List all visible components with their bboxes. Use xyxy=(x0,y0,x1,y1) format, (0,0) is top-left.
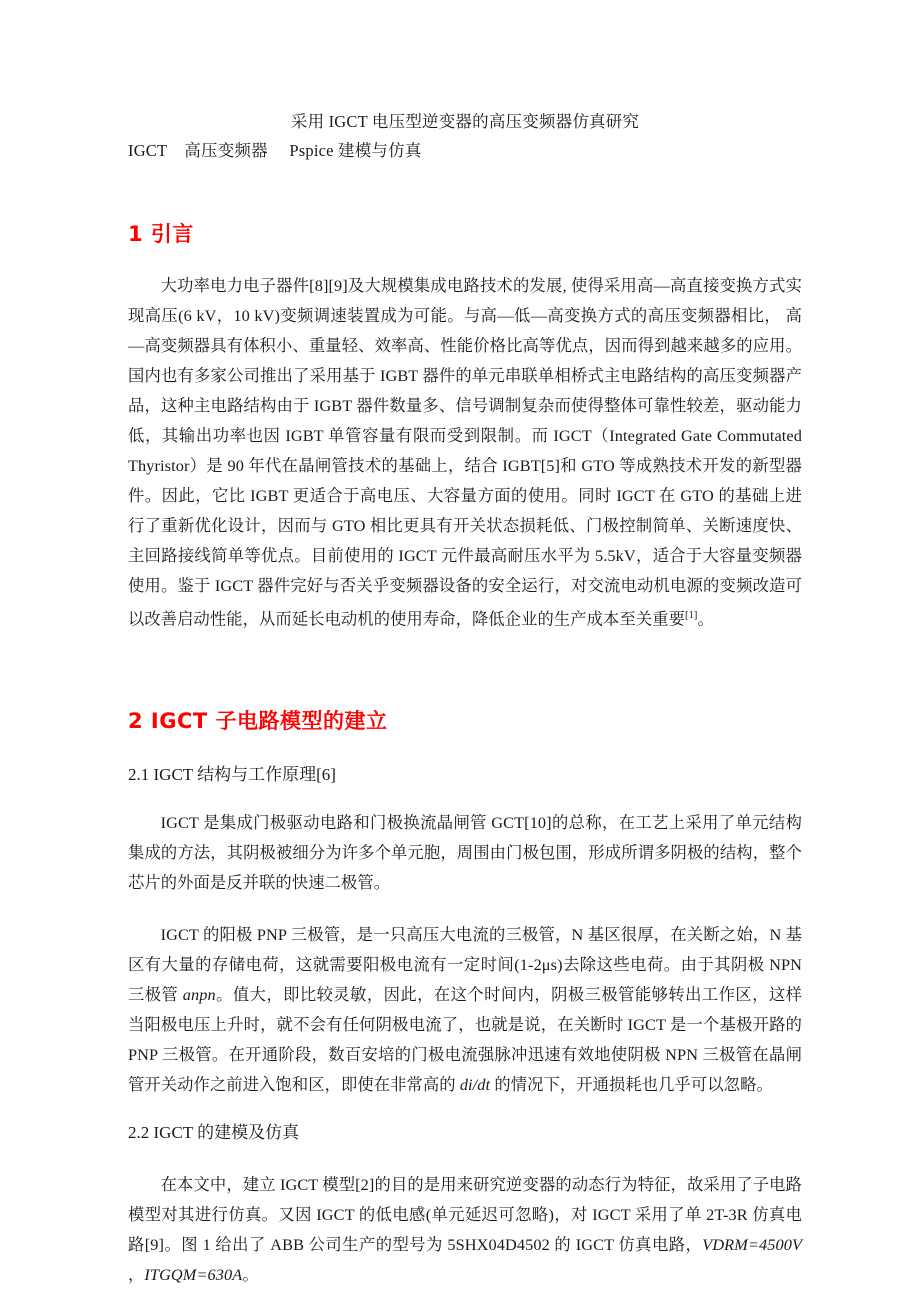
section-heading-1: 1 引言 xyxy=(128,222,194,246)
citation-superscript: [1] xyxy=(684,610,698,621)
subsection-heading-2-2: 2.2 IGCT 的建模及仿真 xyxy=(128,1123,300,1143)
spacer xyxy=(128,788,802,808)
keywords-line: IGCT 高压变频器 Pspice 建模与仿真 xyxy=(128,141,422,160)
spacer xyxy=(128,898,802,920)
paragraph-intro: 大功率电力电子器件[8][9]及大规模集成电路技术的发展, 使得采用高—高直接变换方式实现高压(6 kV，10 kV)变频调速装置成为可能。与高—低—高变换方式的高压变频器相比， 高—高变频器具有体积小、重量轻、效率高、性能价格比高等优点，因而得到越来越多的应用。国内也有多家公司推出了采用基于 IGBT 器件的单元串联单相桥式主电路结构的高压变频器产品，这种主电路结构由于 IGBT 器件数量多、信号调制复杂而使得整体可靠性较差，驱动能力低，其输出功率也因 IGBT 单管容量有限而受到限制。而 IGCT（Integrated Gate Commutated Thyristor）是 90 年代在晶闸管技术的基础上，结合 IGBT[5]和 GTO 等成熟技术开发的新型器件。因此，它比 IGBT 更适合于高电压、大容量方面的使用。同时 IGCT 在 GTO 的基础上进行了重新优化设计，因而与 GTO 相比更具有开关状态损耗低、门极控制简单、关断速度快、主回路接线简单等优点。目前使用的 IGCT 元件最高耐压水平为 5.5kV，适合于大容量变频器使用。鉴于 IGCT 器件完好与否关乎变频器设备的安全运行，对交流电动机电源的变频改造可以改善启动性能，从而延长电动机的使用寿命，降低企业的生产成本至关重要[1]。 xyxy=(128,276,802,629)
page-title: 采用 IGCT 电压型逆变器的高压变频器仿真研究 xyxy=(290,112,640,131)
spacer xyxy=(128,1100,802,1120)
spacer xyxy=(128,249,802,271)
spacer xyxy=(128,736,802,762)
paragraph-modeling-simulation: 在本文中，建立 IGCT 模型[2]的目的是用来研究逆变器的动态行为特征，故采用了子电路模型对其进行仿真。又因 IGCT 的低电感(单元延迟可忽略)，对 IGCT 采用了单 2T-3R 仿真电路[9]。图 1 给出了 ABB 公司生产的型号为 5SHX04D4502 的 IGCT 仿真电路，VDRM=4500V ，ITGQM=630A。 xyxy=(128,1175,802,1285)
italic-term: ITGQM=630A xyxy=(144,1265,243,1285)
section-heading-2: 2 IGCT 子电路模型的建立 xyxy=(128,709,388,734)
subsection-heading-2-1: 2.1 IGCT 结构与工作原理[6] xyxy=(128,765,336,785)
italic-term: VDRM=4500V xyxy=(702,1235,802,1255)
spacer xyxy=(128,1146,802,1170)
section-1-block xyxy=(128,219,802,634)
italic-term: anpn xyxy=(182,985,216,1005)
paragraph-pnp-transistor: IGCT 的阳极 PNP 三极管，是一只高压大电流的三极管，N 基区很厚，在关断之始，N 基区有大量的存储电荷，这就需要阳极电流有一定时间(1-2μs)去除这些电荷。由于其阴极 NPN 三极管 anpn。值大，即比较灵敏，因此，在这个时间内，阴极三极管能够转出工作区，这样当阳极电压上升时，就不会有任何阴极电流了，也就是说，在关断时 IGCT 是一个基极开路的 PNP 三极管。在开通阶段，数百安培的门极电流强脉冲迅速有效地使阴极 NPN 三极管在晶闸管开关动作之前进入饱和区，即使在非常高的 di/dt 的情况下，开通损耗也几乎可以忽略。 xyxy=(128,925,802,1095)
paragraph-igct-structure: IGCT 是集成门极驱动电路和门极换流晶闸管 GCT[10]的总称，在工艺上采用了单元结构集成的方法，其阴极被细分为许多个单元胞，周围由门极包围，形成所谓多阴极的结构，整个芯片的外面是反并联的快速二极管。 xyxy=(128,813,802,893)
italic-term: di/dt xyxy=(459,1075,491,1095)
section-2-block xyxy=(128,706,802,1290)
